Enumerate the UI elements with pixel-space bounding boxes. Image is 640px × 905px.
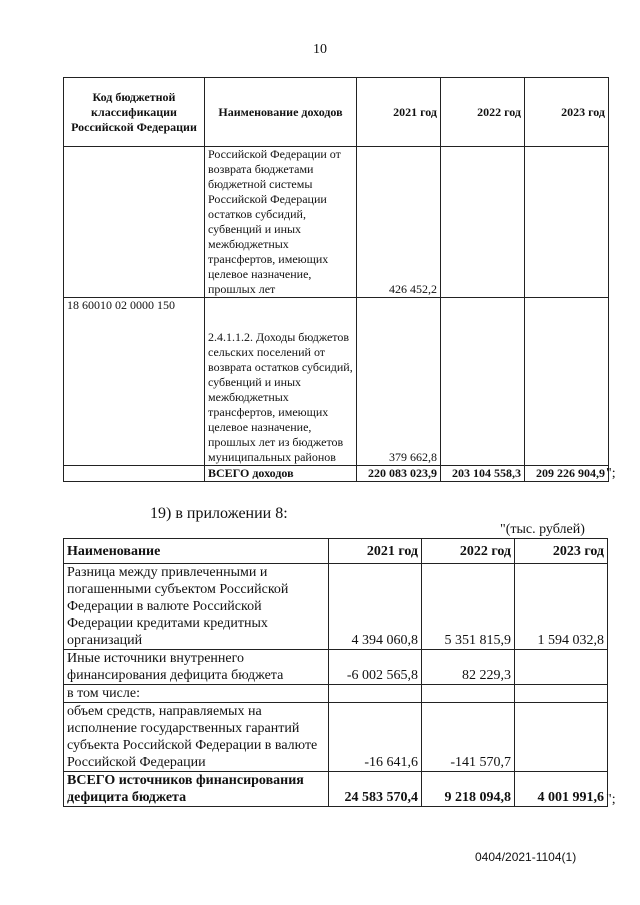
row-name: в том числе: bbox=[64, 685, 329, 703]
row-code bbox=[64, 147, 205, 298]
header-2023: 2023 год bbox=[525, 78, 609, 147]
row-2023 bbox=[515, 650, 608, 685]
table-row bbox=[64, 650, 608, 685]
row-2022 bbox=[422, 685, 515, 703]
header-2023: 2023 год bbox=[515, 539, 608, 564]
document-code: 0404/2021-1104(1) bbox=[475, 850, 577, 864]
row-2022: 5 351 815,9 bbox=[422, 564, 515, 650]
row-2023 bbox=[525, 298, 609, 466]
revenue-total-row bbox=[64, 466, 609, 482]
row-code: 18 60010 02 0000 150 bbox=[64, 298, 205, 466]
row-2021: -6 002 565,8 bbox=[329, 650, 422, 685]
total-label: ВСЕГО источников финансирования дефицита бюджета bbox=[64, 772, 329, 807]
total-2022: 203 104 558,3 bbox=[441, 466, 525, 482]
row-2023 bbox=[525, 147, 609, 298]
total-2022: 9 218 094,8 bbox=[422, 772, 515, 807]
row-name: объем средств, направляемых на исполнение государственных гарантий субъекта Российской Федерации в валюте Российской Федерации bbox=[64, 703, 329, 772]
header-2021: 2021 год bbox=[357, 78, 441, 147]
table-row bbox=[64, 147, 609, 298]
financing-table-header bbox=[64, 539, 608, 564]
revenue-table bbox=[63, 77, 609, 482]
row-name: Российской Федерации от возврата бюджетами бюджетной системы Российской Федерации остатков субсидий, субвенций и иных межбюджетных трансфертов, имеющих целевое назначение, прошлых лет bbox=[205, 147, 357, 298]
header-2021: 2021 год bbox=[329, 539, 422, 564]
header-2022: 2022 год bbox=[441, 78, 525, 147]
total-2021: 220 083 023,9 bbox=[357, 466, 441, 482]
row-2023 bbox=[515, 703, 608, 772]
table-row bbox=[64, 564, 608, 650]
row-2021: 379 662,8 bbox=[357, 298, 441, 466]
row-2023 bbox=[515, 685, 608, 703]
revenue-table-header bbox=[64, 78, 609, 147]
row-2021: -16 641,6 bbox=[329, 703, 422, 772]
row-2022 bbox=[441, 298, 525, 466]
financing-table bbox=[63, 538, 608, 807]
row-name: Иные источники внутреннего финансирования дефицита бюджета bbox=[64, 650, 329, 685]
header-name: Наименование доходов bbox=[205, 78, 357, 147]
table-row bbox=[64, 298, 609, 466]
row-2023: 1 594 032,8 bbox=[515, 564, 608, 650]
row-2021: 426 452,2 bbox=[357, 147, 441, 298]
table2-closing-quote: "; bbox=[606, 792, 616, 807]
row-name: 2.4.1.1.2. Доходы бюджетов сельских поселений от возврата остатков субсидий, субвенций и иных межбюджетных трансфертов, имеющих целевое назначение, прошлых лет из бюджетов муниципальных районов bbox=[205, 298, 357, 466]
row-name: Разница между привлеченными и погашенными субъектом Российской Федерации в валюте Российской Федерации кредитами кредитных организаций bbox=[64, 564, 329, 650]
row-2021 bbox=[329, 685, 422, 703]
total-2023: 4 001 991,6 bbox=[515, 772, 608, 807]
header-code: Код бюджетной классификации Российской Федерации bbox=[64, 78, 205, 147]
table-row bbox=[64, 703, 608, 772]
section-intro: 19) в приложении 8: bbox=[150, 505, 288, 522]
table1-closing-quote: "; bbox=[606, 466, 616, 481]
header-2022: 2022 год bbox=[422, 539, 515, 564]
table-row bbox=[64, 685, 608, 703]
total-code bbox=[64, 466, 205, 482]
total-2023: 209 226 904,9 bbox=[525, 466, 609, 482]
row-2022: 82 229,3 bbox=[422, 650, 515, 685]
header-name: Наименование bbox=[64, 539, 329, 564]
page-number: 10 bbox=[313, 42, 327, 57]
row-2021: 4 394 060,8 bbox=[329, 564, 422, 650]
financing-total-row bbox=[64, 772, 608, 807]
unit-label: "(тыс. рублей) bbox=[500, 522, 585, 537]
total-2021: 24 583 570,4 bbox=[329, 772, 422, 807]
row-2022: -141 570,7 bbox=[422, 703, 515, 772]
row-2022 bbox=[441, 147, 525, 298]
total-label: ВСЕГО доходов bbox=[205, 466, 357, 482]
